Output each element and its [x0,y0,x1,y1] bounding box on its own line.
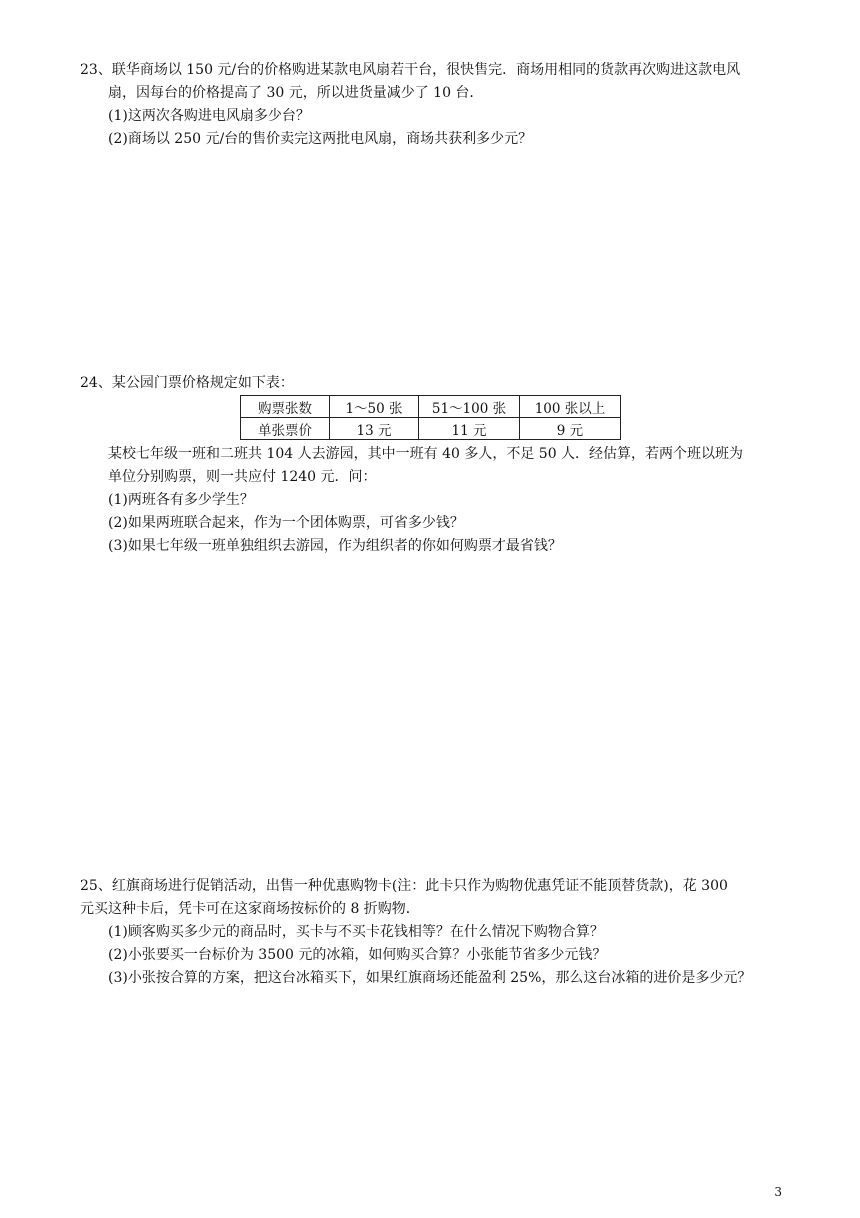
q24-line1: 某校七年级一班和二班共 104 人去游园，其中一班有 40 多人，不足 50 人．经估算，若两个班以班为 [108,446,744,462]
q25-sub2: (2)小张要买一台标价为 3500 元的冰箱，如何购买合算？小张能节省多少元钱？ [108,947,607,963]
table-cell: 1～50 张 [330,396,419,418]
table-row [241,418,621,440]
table-cell: 单张票价 [241,418,330,440]
table-cell: 13 元 [330,418,419,440]
q23-line1: 23、联华商场以 150 元/台的价格购进某款电风扇若干台，很快售完．商场用相同的货款再次购进这款电风 [80,62,741,78]
q24-sub3: (3)如果七年级一班单独组织去游园，作为组织者的你如何购票才最省钱？ [108,538,562,554]
table-cell: 100 张以上 [520,396,621,418]
table-cell: 9 元 [520,418,621,440]
table-row [241,396,621,418]
page-number: 3 [774,1185,782,1199]
q25-sub3: (3)小张按合算的方案，把这台冰箱买下，如果红旗商场还能盈利 25%，那么这台冰箱的进价是多少元？ [108,970,752,986]
q25-sub1: (1)顾客购买多少元的商品时，买卡与不买卡花钱相等？在什么情况下购物合算？ [108,924,604,940]
q25-line1: 25、红旗商场进行促销活动，出售一种优惠购物卡(注：此卡只作为购物优惠凭证不能顶替货款)，花 300 [80,878,728,894]
q24-sub1: (1)两班各有多少学生？ [108,492,254,508]
q23-line2: 扇，因每台的价格提高了 30 元，所以进货量减少了 10 台． [108,85,484,101]
q25-line2: 元买这种卡后，凭卡可在这家商场按标价的 8 折购物． [80,901,420,917]
table-cell: 11 元 [419,418,520,440]
table-cell: 51～100 张 [419,396,520,418]
table-cell: 购票张数 [241,396,330,418]
q24-intro: 24、某公园门票价格规定如下表： [80,375,294,391]
q23-sub1: (1)这两次各购进电风扇多少台？ [108,108,310,124]
q24-line2: 单位分别购票，则一共应付 1240 元．问： [108,469,377,485]
q23-sub2: (2)商场以 250 元/台的售价卖完这两批电风扇，商场共获利多少元？ [108,131,533,147]
ticket-price-table [240,395,621,440]
q24-sub2: (2)如果两班联合起来，作为一个团体购票，可省多少钱？ [108,515,464,531]
